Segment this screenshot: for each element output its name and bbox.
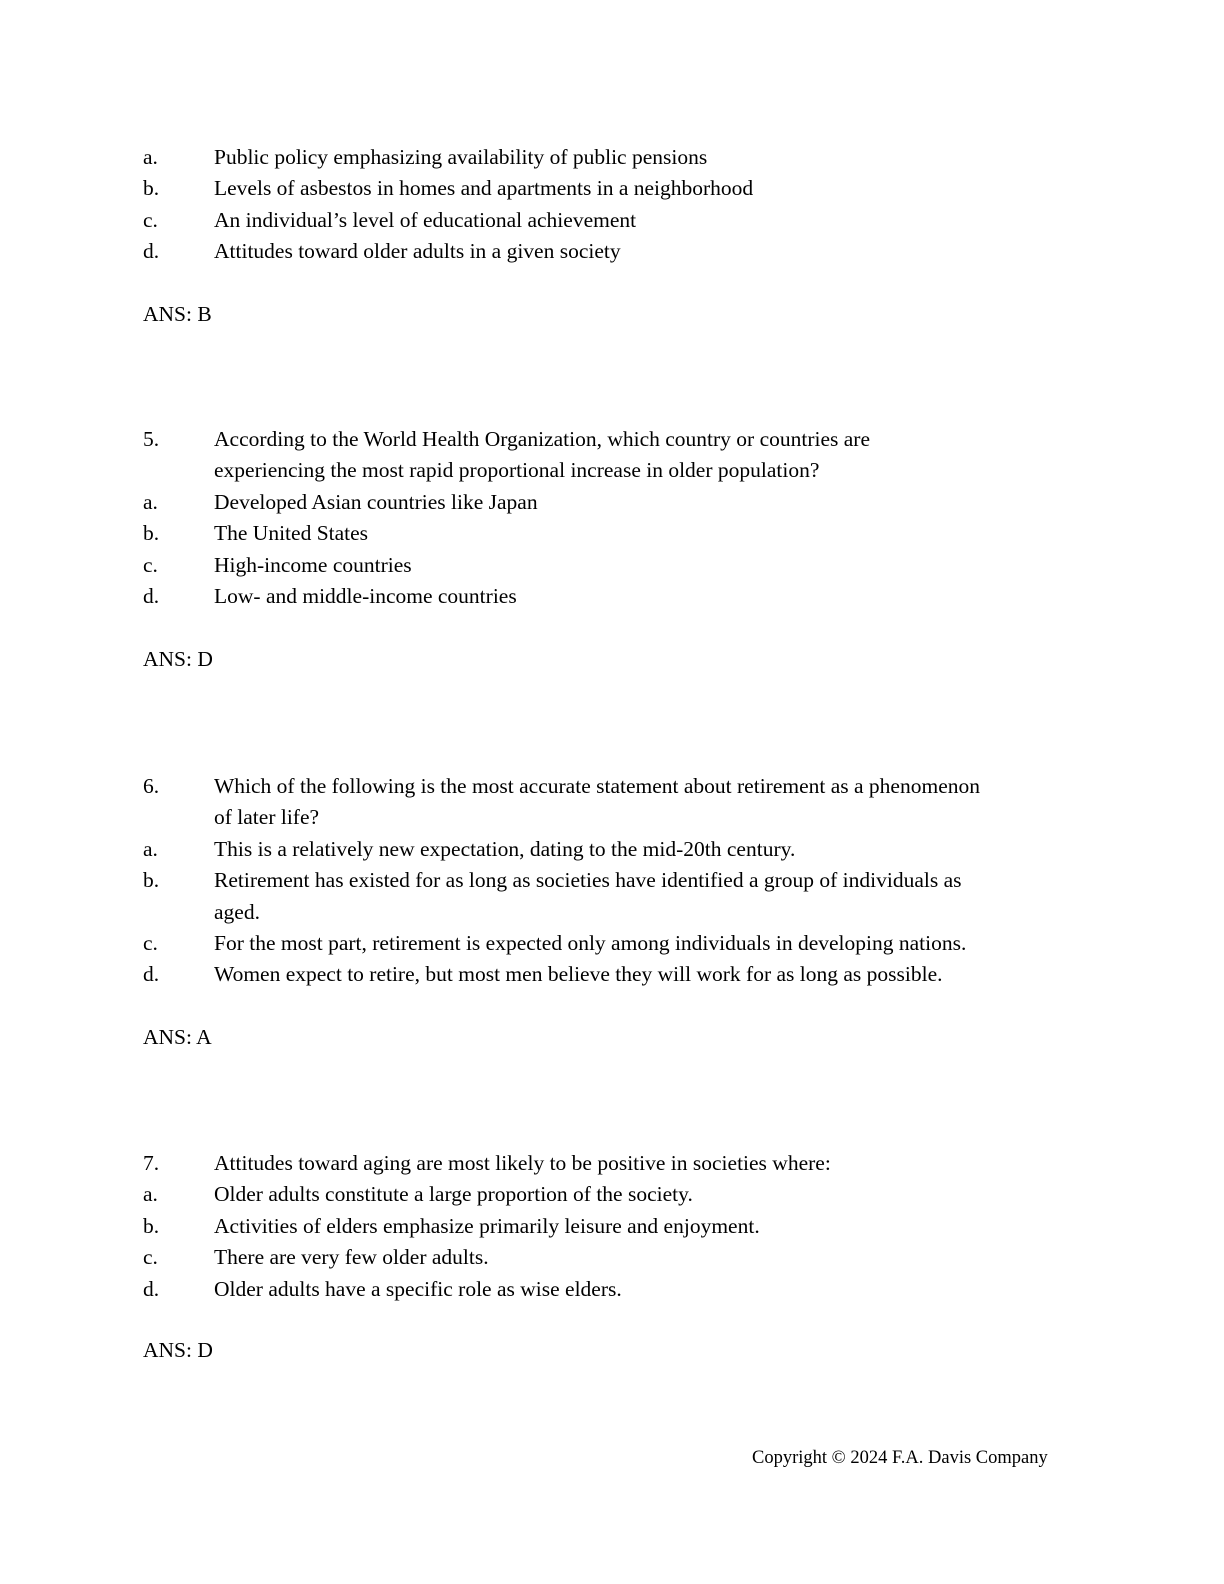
- option-label: a.: [143, 1182, 158, 1207]
- answer-key: ANS: D: [143, 647, 213, 671]
- option-text: Activities of elders emphasize primarily leisure and enjoyment.: [214, 1213, 760, 1238]
- question-text-continued: experiencing the most rapid proportional increase in older population?: [214, 458, 820, 483]
- answer-option: [143, 962, 943, 987]
- footer: Copyright © 2024 F.A. Davis Company: [752, 1448, 1048, 1468]
- answer-key: ANS: A: [143, 1025, 212, 1049]
- question-number: 5.: [143, 427, 160, 451]
- question-number: 7.: [143, 1151, 160, 1175]
- option-label: d.: [143, 584, 160, 608]
- option-label: d.: [143, 239, 160, 264]
- option-label: c.: [143, 552, 158, 577]
- option-text: For the most part, retirement is expected only among individuals in developing nations.: [214, 931, 967, 955]
- question-text: Which of the following is the most accurate statement about retirement as a phenomenon: [214, 774, 980, 798]
- option-label: b.: [143, 521, 160, 546]
- option-text: An individual’s level of educational achievement: [214, 207, 637, 232]
- option-text: Levels of asbestos in homes and apartments in a neighborhood: [214, 176, 754, 201]
- option-text-continued: aged.: [214, 899, 260, 924]
- answer-key: ANS: B: [143, 302, 212, 326]
- answer-option: [143, 239, 621, 264]
- answer-option: [143, 521, 368, 546]
- option-text: There are very few older adults.: [214, 1245, 489, 1270]
- option-text: Older adults constitute a large proportion of the society.: [214, 1182, 693, 1207]
- answer-option: [143, 931, 966, 956]
- answer-option: [143, 145, 707, 170]
- option-label: a.: [143, 489, 158, 514]
- answer-option: [143, 176, 753, 201]
- question-number: 6.: [143, 774, 160, 798]
- answer-option: [143, 1182, 693, 1207]
- option-text: The United States: [214, 521, 369, 546]
- option-text: Women expect to retire, but most men believe they will work for as long as possible.: [214, 962, 943, 987]
- option-label: c.: [143, 931, 158, 955]
- option-label: a.: [143, 836, 158, 861]
- option-text: Public policy emphasizing availability of public pensions: [214, 145, 708, 169]
- answer-key: ANS: D: [143, 1338, 213, 1362]
- option-text: High-income countries: [214, 552, 412, 577]
- option-text: Attitudes toward older adults in a given society: [214, 239, 621, 264]
- answer-option: [143, 1277, 622, 1302]
- option-text: Developed Asian countries like Japan: [214, 489, 538, 514]
- option-text: Low- and middle-income countries: [214, 584, 517, 608]
- question-text-continued: of later life?: [214, 805, 320, 830]
- option-text: Older adults have a specific role as wise elders.: [214, 1276, 622, 1301]
- answer-option: [143, 553, 412, 578]
- option-label: b.: [143, 1213, 160, 1238]
- question-text: Attitudes toward aging are most likely to be positive in societies where:: [214, 1151, 831, 1175]
- question-stem: [143, 774, 980, 799]
- option-label: a.: [143, 145, 158, 169]
- option-label: c.: [143, 207, 158, 232]
- question-stem: [143, 1151, 831, 1176]
- question-text: According to the World Health Organization, which country or countries are: [214, 427, 871, 451]
- option-label: b.: [143, 868, 160, 893]
- option-text: Retirement has existed for as long as societies have identified a group of individuals as: [214, 868, 962, 893]
- answer-option: [143, 837, 795, 862]
- option-text: This is a relatively new expectation, dating to the mid-20th century.: [214, 836, 796, 861]
- option-label: d.: [143, 962, 160, 987]
- answer-option: [143, 1245, 489, 1270]
- answer-option: [143, 208, 636, 233]
- answer-option: [143, 584, 517, 609]
- option-label: b.: [143, 176, 160, 201]
- question-stem: [143, 427, 870, 452]
- answer-option: [143, 490, 538, 515]
- option-label: c.: [143, 1245, 158, 1270]
- answer-option: [143, 868, 962, 893]
- option-label: d.: [143, 1276, 160, 1301]
- answer-option: [143, 1214, 760, 1239]
